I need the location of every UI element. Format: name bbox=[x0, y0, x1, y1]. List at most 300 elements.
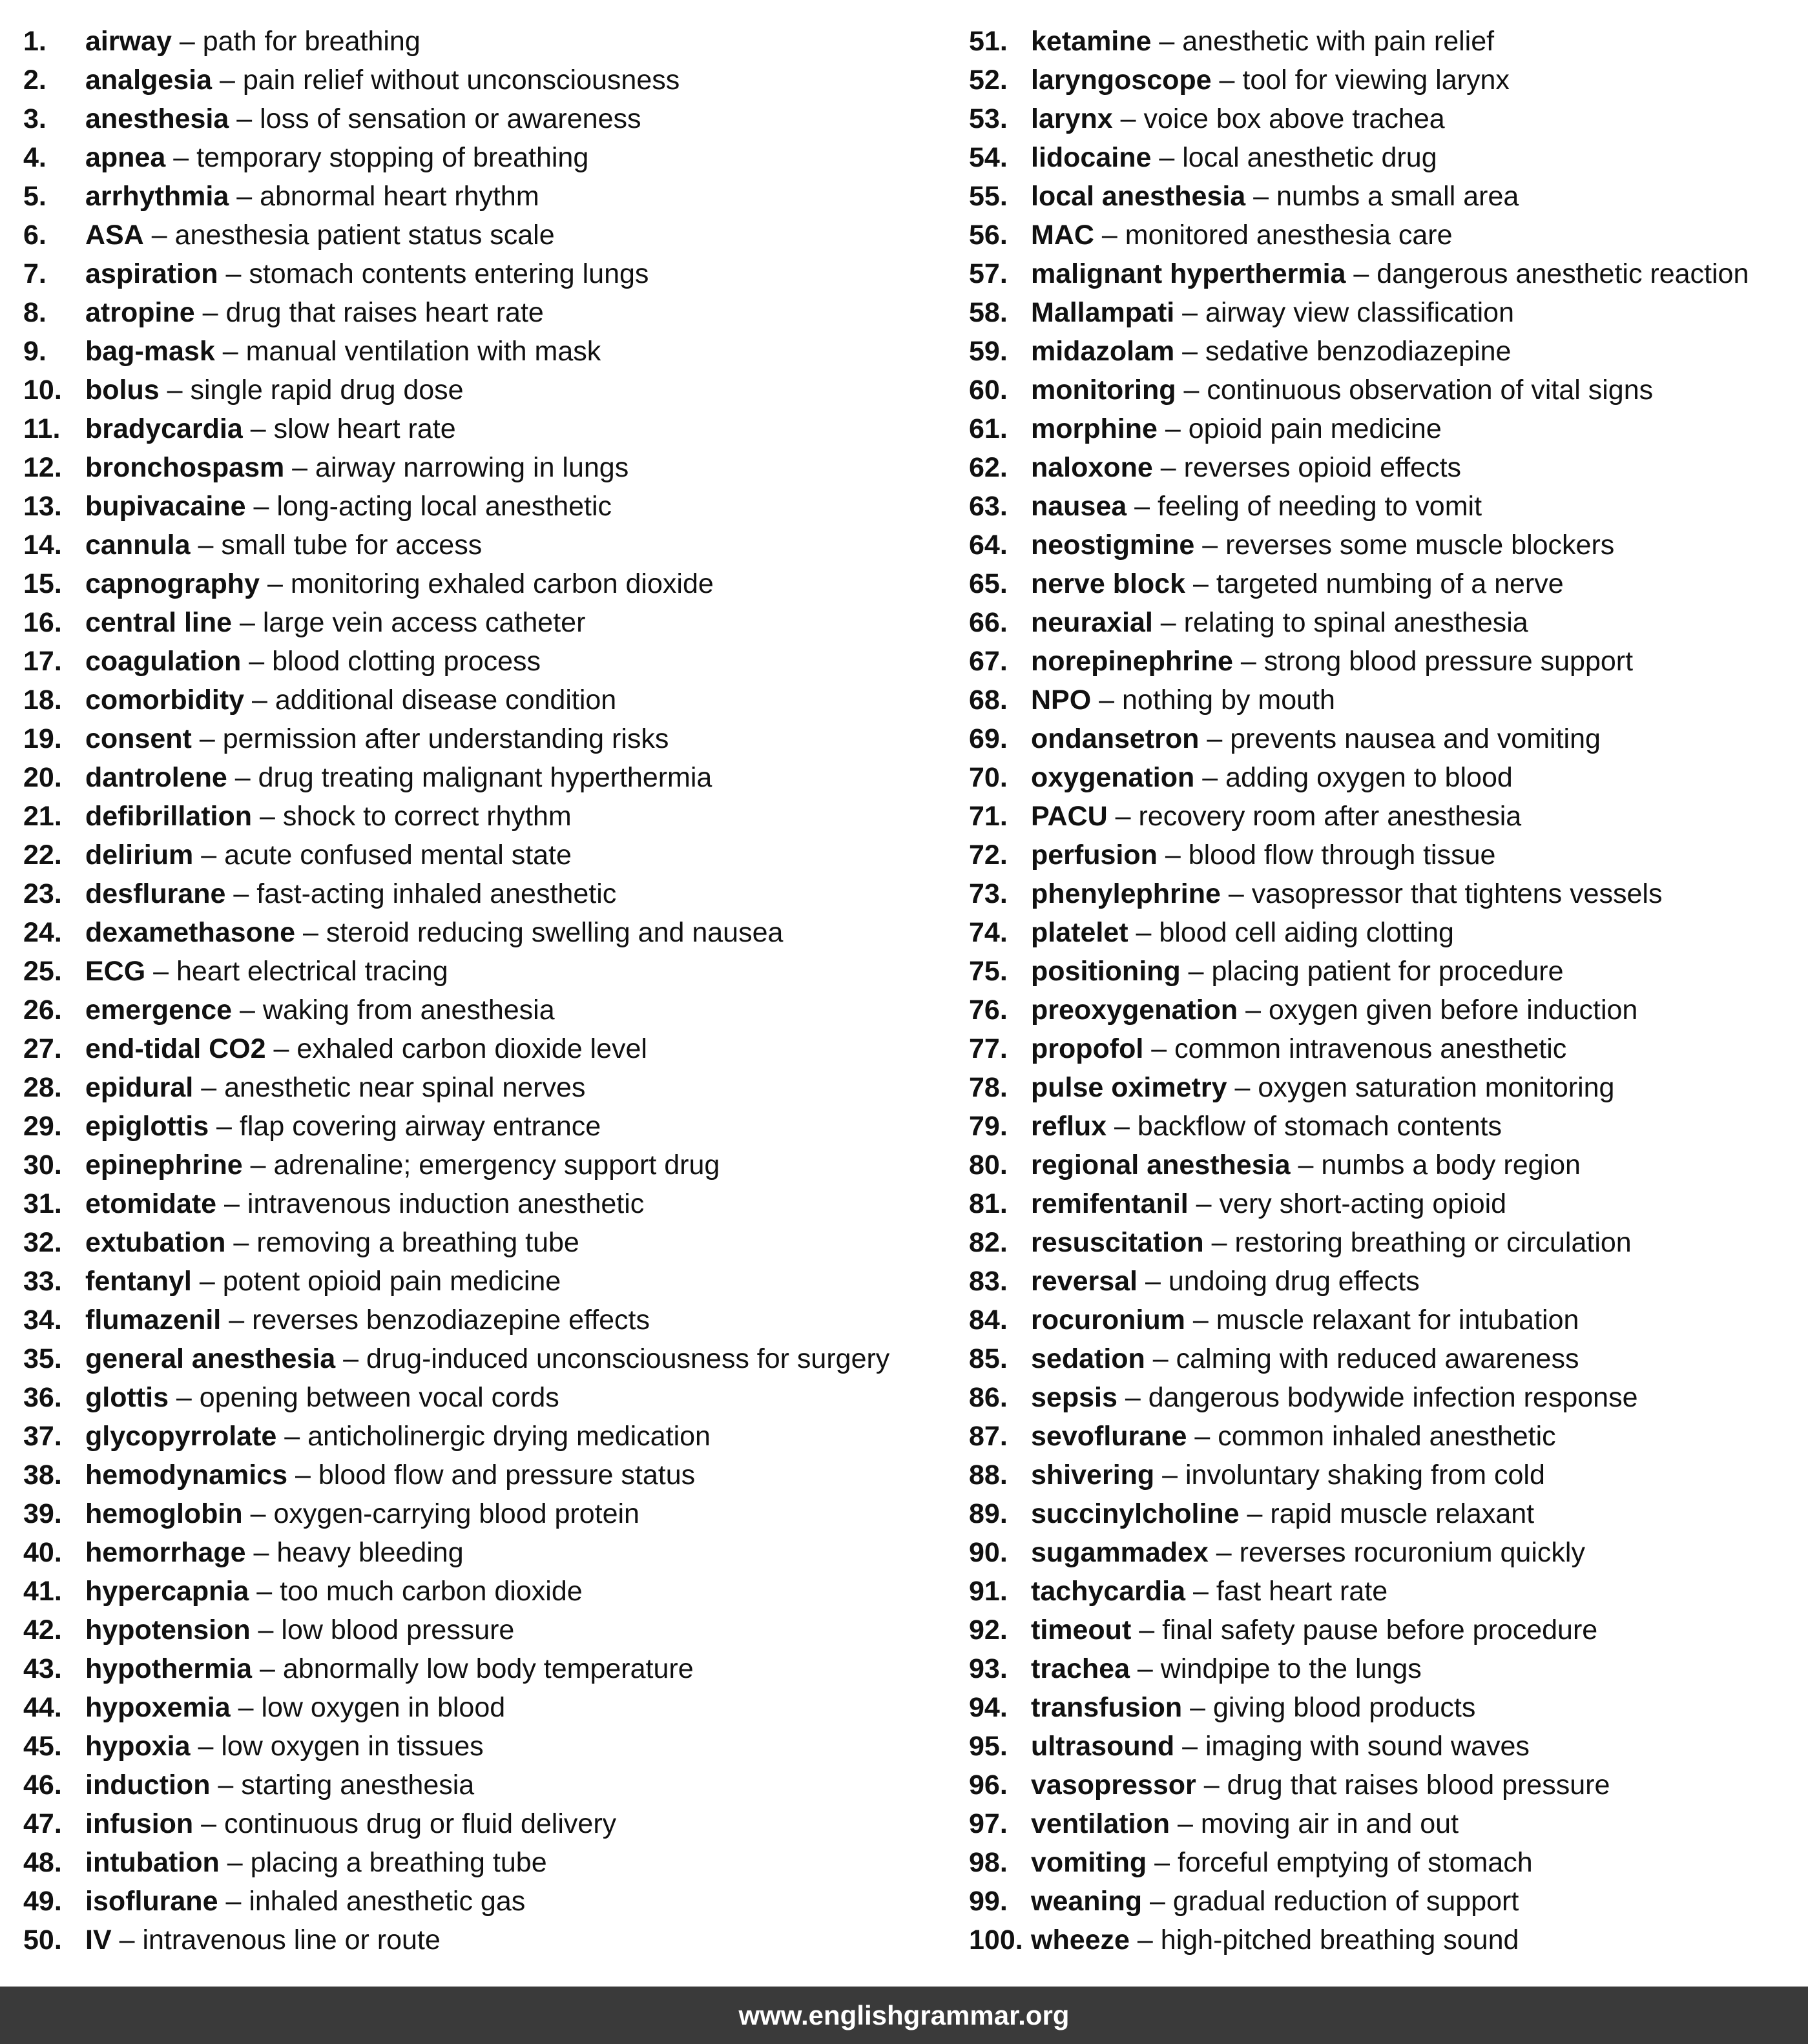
entry-number: 58. bbox=[969, 297, 1008, 328]
glossary-entry bbox=[23, 564, 953, 603]
glossary-entry bbox=[23, 1882, 953, 1921]
entry-number: 81. bbox=[969, 1188, 1008, 1219]
glossary-entry bbox=[23, 293, 953, 332]
entry-term: larynx bbox=[1031, 103, 1113, 134]
glossary-entry bbox=[23, 1378, 953, 1417]
entry-term: phenylephrine bbox=[1031, 878, 1221, 909]
entry-term: hemoglobin bbox=[85, 1498, 243, 1529]
entry-term: bupivacaine bbox=[85, 491, 246, 522]
entry-number: 53. bbox=[969, 103, 1008, 134]
entry-term: local anesthesia bbox=[1031, 181, 1246, 212]
entry-definition: single rapid drug dose bbox=[190, 375, 464, 406]
entry-separator: – bbox=[1182, 1692, 1213, 1723]
glossary-entry bbox=[969, 1029, 1802, 1068]
entry-term: preoxygenation bbox=[1031, 995, 1238, 1026]
entry-term: consent bbox=[85, 723, 192, 754]
entry-term: MAC bbox=[1031, 220, 1094, 251]
glossary-entry bbox=[969, 1301, 1802, 1339]
entry-separator: – bbox=[1194, 530, 1226, 561]
entry-term: norepinephrine bbox=[1031, 646, 1233, 677]
entry-separator: – bbox=[232, 995, 263, 1026]
entry-term: remifentanil bbox=[1031, 1188, 1189, 1219]
entry-term: malignant hyperthermia bbox=[1031, 258, 1346, 289]
entry-number: 48. bbox=[23, 1847, 62, 1878]
entry-term: induction bbox=[85, 1770, 211, 1801]
entry-term: NPO bbox=[1031, 685, 1092, 716]
entry-separator: – bbox=[218, 258, 249, 289]
glossary-entry bbox=[969, 371, 1802, 409]
entry-separator: – bbox=[218, 1886, 249, 1917]
entry-definition: imaging with sound waves bbox=[1205, 1731, 1530, 1762]
glossary-entry bbox=[969, 758, 1802, 797]
entry-definition: calming with reduced awareness bbox=[1176, 1343, 1579, 1374]
entry-separator: – bbox=[214, 336, 246, 367]
entry-term: midazolam bbox=[1031, 336, 1175, 367]
entry-definition: moving air in and out bbox=[1200, 1808, 1459, 1839]
entry-definition: opioid pain medicine bbox=[1188, 413, 1442, 444]
entry-definition: backflow of stomach contents bbox=[1137, 1111, 1502, 1142]
entry-definition: low oxygen in blood bbox=[261, 1692, 506, 1723]
glossary-entry bbox=[23, 991, 953, 1029]
entry-separator: – bbox=[232, 607, 263, 638]
entry-number: 1. bbox=[23, 26, 47, 57]
entry-separator: – bbox=[1154, 1460, 1185, 1491]
glossary-entry bbox=[23, 1456, 953, 1494]
entry-term: hypothermia bbox=[85, 1653, 253, 1684]
entry-separator: – bbox=[210, 1770, 242, 1801]
entry-definition: opening between vocal cords bbox=[199, 1382, 559, 1413]
glossary-entry bbox=[969, 526, 1802, 564]
entry-separator: – bbox=[295, 917, 326, 948]
entry-term: wheeze bbox=[1031, 1925, 1130, 1956]
entry-term: central line bbox=[85, 607, 233, 638]
glossary-entry bbox=[23, 603, 953, 642]
entry-definition: undoing drug effects bbox=[1168, 1266, 1420, 1297]
entry-number: 86. bbox=[969, 1382, 1008, 1413]
entry-number: 39. bbox=[23, 1498, 62, 1529]
entry-separator: – bbox=[1220, 878, 1252, 909]
entry-term: sugammadex bbox=[1031, 1537, 1209, 1568]
glossary-entry bbox=[969, 1456, 1802, 1494]
entry-number: 27. bbox=[23, 1033, 62, 1064]
entry-separator: – bbox=[159, 375, 191, 406]
entry-term: neostigmine bbox=[1031, 530, 1195, 561]
entry-separator: – bbox=[252, 801, 283, 832]
entry-term: comorbidity bbox=[85, 685, 245, 716]
entry-number: 98. bbox=[969, 1847, 1008, 1878]
entry-separator: – bbox=[287, 1460, 318, 1491]
entry-definition: vasopressor that tightens vessels bbox=[1251, 878, 1663, 909]
entry-number: 76. bbox=[969, 995, 1008, 1026]
entry-term: ASA bbox=[85, 220, 144, 251]
glossary-entry bbox=[23, 448, 953, 487]
glossary-entry bbox=[23, 1688, 953, 1727]
entry-number: 62. bbox=[969, 452, 1008, 483]
glossary-entry bbox=[969, 1843, 1802, 1882]
glossary-entry bbox=[969, 952, 1802, 991]
glossary-entry bbox=[23, 1533, 953, 1572]
entry-definition: oxygen saturation monitoring bbox=[1258, 1072, 1615, 1103]
entry-definition: very short-acting opioid bbox=[1219, 1188, 1507, 1219]
entry-number: 35. bbox=[23, 1343, 62, 1374]
entry-term: rocuronium bbox=[1031, 1305, 1185, 1336]
entry-definition: reverses opioid effects bbox=[1183, 452, 1462, 483]
glossary-entry bbox=[969, 22, 1802, 61]
entry-number: 17. bbox=[23, 646, 62, 677]
entry-number: 88. bbox=[969, 1460, 1008, 1491]
entry-separator: – bbox=[1199, 723, 1231, 754]
entry-term: infusion bbox=[85, 1808, 194, 1839]
entry-number: 78. bbox=[969, 1072, 1008, 1103]
entry-separator: – bbox=[1152, 452, 1184, 483]
entry-number: 59. bbox=[969, 336, 1008, 367]
glossary-entry bbox=[23, 1184, 953, 1223]
glossary-entry bbox=[969, 1611, 1802, 1649]
entry-term: ECG bbox=[85, 956, 146, 987]
glossary-entry bbox=[969, 409, 1802, 448]
glossary-entry bbox=[969, 1766, 1802, 1804]
glossary-entry bbox=[969, 293, 1802, 332]
entry-definition: abnormally low body temperature bbox=[282, 1653, 694, 1684]
entry-definition: temporary stopping of breathing bbox=[196, 142, 589, 173]
glossary-entry bbox=[969, 99, 1802, 138]
entry-definition: dangerous anesthetic reaction bbox=[1377, 258, 1749, 289]
entry-number: 16. bbox=[23, 607, 62, 638]
glossary-entry bbox=[23, 1843, 953, 1882]
entry-definition: involuntary shaking from cold bbox=[1185, 1460, 1545, 1491]
entry-number: 67. bbox=[969, 646, 1008, 677]
entry-separator: – bbox=[1091, 685, 1122, 716]
entry-separator: – bbox=[245, 491, 277, 522]
entry-term: weaning bbox=[1031, 1886, 1143, 1917]
entry-definition: recovery room after anesthesia bbox=[1138, 801, 1522, 832]
entry-term: epinephrine bbox=[85, 1150, 243, 1181]
entry-definition: oxygen-carrying blood protein bbox=[273, 1498, 639, 1529]
glossary-entry bbox=[969, 1921, 1802, 1959]
entry-separator: – bbox=[284, 452, 316, 483]
entry-term: nausea bbox=[1031, 491, 1127, 522]
entry-number: 49. bbox=[23, 1886, 62, 1917]
glossary-entry bbox=[969, 1688, 1802, 1727]
glossary-entry bbox=[23, 681, 953, 719]
glossary-entry bbox=[969, 254, 1802, 293]
entry-term: vasopressor bbox=[1031, 1770, 1196, 1801]
entry-definition: continuous drug or fluid delivery bbox=[224, 1808, 617, 1839]
entry-separator: – bbox=[193, 840, 225, 871]
entry-definition: strong blood pressure support bbox=[1263, 646, 1634, 677]
entry-term: hemorrhage bbox=[85, 1537, 246, 1568]
entry-number: 47. bbox=[23, 1808, 62, 1839]
entry-separator: – bbox=[227, 762, 258, 793]
entry-definition: heavy bleeding bbox=[276, 1537, 464, 1568]
entry-definition: muscle relaxant for intubation bbox=[1216, 1305, 1579, 1336]
entry-term: extubation bbox=[85, 1227, 226, 1258]
glossary-entry bbox=[969, 1533, 1802, 1572]
glossary-entry bbox=[969, 1223, 1802, 1262]
entry-term: positioning bbox=[1031, 956, 1181, 987]
glossary-entry bbox=[23, 1649, 953, 1688]
entry-definition: fast heart rate bbox=[1216, 1576, 1388, 1607]
entry-definition: blood flow through tissue bbox=[1188, 840, 1496, 871]
entry-number: 96. bbox=[969, 1770, 1008, 1801]
entry-separator: – bbox=[1112, 103, 1144, 134]
entry-term: ventilation bbox=[1031, 1808, 1170, 1839]
entry-separator: – bbox=[1185, 1305, 1216, 1336]
entry-separator: – bbox=[1170, 1808, 1201, 1839]
glossary-entry bbox=[23, 99, 953, 138]
entry-number: 56. bbox=[969, 220, 1008, 251]
entry-separator: – bbox=[1208, 1537, 1240, 1568]
entry-definition: voice box above trachea bbox=[1143, 103, 1445, 134]
entry-separator: – bbox=[1129, 1925, 1161, 1956]
entry-definition: exhaled carbon dioxide level bbox=[296, 1033, 647, 1064]
entry-separator: – bbox=[191, 723, 223, 754]
entry-separator: – bbox=[225, 1227, 257, 1258]
entry-separator: – bbox=[1227, 1072, 1258, 1103]
entry-separator: – bbox=[1180, 956, 1212, 987]
entry-separator: – bbox=[1188, 1188, 1220, 1219]
entry-definition: local anesthetic drug bbox=[1182, 142, 1437, 173]
entry-definition: anesthesia patient status scale bbox=[174, 220, 555, 251]
glossary-entry bbox=[23, 642, 953, 681]
entry-separator: – bbox=[1157, 840, 1189, 871]
entry-term: regional anesthesia bbox=[1031, 1150, 1291, 1181]
glossary-entry bbox=[23, 332, 953, 371]
entry-term: naloxone bbox=[1031, 452, 1153, 483]
entry-term: bolus bbox=[85, 375, 160, 406]
entry-separator: – bbox=[1107, 1111, 1138, 1142]
entry-number: 31. bbox=[23, 1188, 62, 1219]
entry-definition: steroid reducing swelling and nausea bbox=[326, 917, 784, 948]
entry-definition: loss of sensation or awareness bbox=[260, 103, 641, 134]
entry-number: 89. bbox=[969, 1498, 1008, 1529]
entry-separator: – bbox=[242, 1498, 274, 1529]
entry-number: 43. bbox=[23, 1653, 62, 1684]
entry-number: 75. bbox=[969, 956, 1008, 987]
entry-definition: nothing by mouth bbox=[1122, 685, 1335, 716]
entry-number: 42. bbox=[23, 1615, 62, 1646]
entry-definition: drug that raises blood pressure bbox=[1227, 1770, 1610, 1801]
entry-term: defibrillation bbox=[85, 801, 252, 832]
glossary-entry bbox=[23, 1262, 953, 1301]
entry-term: transfusion bbox=[1031, 1692, 1183, 1723]
glossary-column-right bbox=[969, 22, 1802, 1959]
entry-number: 99. bbox=[969, 1886, 1008, 1917]
entry-term: flumazenil bbox=[85, 1305, 222, 1336]
entry-number: 28. bbox=[23, 1072, 62, 1103]
entry-term: hypercapnia bbox=[85, 1576, 249, 1607]
entry-definition: permission after understanding risks bbox=[222, 723, 669, 754]
entry-number: 83. bbox=[969, 1266, 1008, 1297]
glossary-column-left bbox=[23, 22, 953, 1959]
glossary-entry bbox=[969, 1882, 1802, 1921]
entry-definition: manual ventilation with mask bbox=[245, 336, 601, 367]
entry-definition: common inhaled anesthetic bbox=[1218, 1421, 1556, 1452]
entry-term: end-tidal CO2 bbox=[85, 1033, 266, 1064]
entry-separator: – bbox=[265, 1033, 297, 1064]
entry-number: 2. bbox=[23, 65, 47, 96]
entry-number: 77. bbox=[969, 1033, 1008, 1064]
entry-definition: anticholinergic drying medication bbox=[307, 1421, 711, 1452]
entry-term: epiglottis bbox=[85, 1111, 209, 1142]
entry-separator: – bbox=[1187, 1421, 1218, 1452]
entry-term: vomiting bbox=[1031, 1847, 1147, 1878]
glossary-entry bbox=[969, 61, 1802, 99]
entry-separator: – bbox=[252, 1653, 283, 1684]
entry-number: 84. bbox=[969, 1305, 1008, 1336]
entry-term: morphine bbox=[1031, 413, 1158, 444]
entry-separator: – bbox=[1107, 801, 1139, 832]
entry-term: tachycardia bbox=[1031, 1576, 1186, 1607]
entry-definition: rapid muscle relaxant bbox=[1270, 1498, 1535, 1529]
entry-definition: low oxygen in tissues bbox=[221, 1731, 484, 1762]
glossary-entry bbox=[23, 836, 953, 874]
entry-term: platelet bbox=[1031, 917, 1128, 948]
entry-definition: potent opioid pain medicine bbox=[222, 1266, 561, 1297]
entry-term: ondansetron bbox=[1031, 723, 1200, 754]
entry-term: sepsis bbox=[1031, 1382, 1117, 1413]
glossary-entry bbox=[969, 603, 1802, 642]
entry-term: cannula bbox=[85, 530, 191, 561]
entry-definition: stomach contents entering lungs bbox=[249, 258, 649, 289]
entry-separator: – bbox=[1131, 1615, 1163, 1646]
footer-website: www.englishgrammar.org bbox=[738, 1999, 1070, 2030]
glossary-entry bbox=[969, 642, 1802, 681]
entry-definition: anesthetic with pain relief bbox=[1182, 26, 1495, 57]
entry-term: emergence bbox=[85, 995, 233, 1026]
glossary-entry bbox=[969, 681, 1802, 719]
entry-definition: adrenaline; emergency support drug bbox=[273, 1150, 720, 1181]
entry-definition: drug that raises heart rate bbox=[225, 297, 544, 328]
entry-number: 36. bbox=[23, 1382, 62, 1413]
entry-number: 65. bbox=[969, 568, 1008, 599]
entry-term: aspiration bbox=[85, 258, 218, 289]
entry-term: anesthesia bbox=[85, 103, 229, 134]
entry-number: 19. bbox=[23, 723, 62, 754]
glossary-entry bbox=[969, 1262, 1802, 1301]
glossary-entry bbox=[969, 448, 1802, 487]
entry-separator: – bbox=[249, 1576, 280, 1607]
entry-number: 32. bbox=[23, 1227, 62, 1258]
entry-number: 15. bbox=[23, 568, 62, 599]
entry-term: apnea bbox=[85, 142, 166, 173]
entry-separator: – bbox=[111, 1925, 143, 1956]
entry-number: 45. bbox=[23, 1731, 62, 1762]
entry-term: laryngoscope bbox=[1031, 65, 1212, 96]
glossary-entry bbox=[23, 61, 953, 99]
entry-definition: airway view classification bbox=[1205, 297, 1514, 328]
entry-term: glottis bbox=[85, 1382, 169, 1413]
glossary-entry bbox=[23, 719, 953, 758]
entry-definition: monitored anesthesia care bbox=[1125, 220, 1453, 251]
entry-definition: shock to correct rhythm bbox=[282, 801, 572, 832]
entry-number: 24. bbox=[23, 917, 62, 948]
entry-separator: – bbox=[1127, 491, 1158, 522]
entry-number: 57. bbox=[969, 258, 1008, 289]
glossary-entry bbox=[969, 1727, 1802, 1766]
entry-number: 87. bbox=[969, 1421, 1008, 1452]
glossary-entry bbox=[23, 487, 953, 526]
entry-separator: – bbox=[242, 1150, 274, 1181]
entry-term: etomidate bbox=[85, 1188, 217, 1219]
entry-separator: – bbox=[165, 142, 197, 173]
entry-definition: drug treating malignant hyperthermia bbox=[258, 762, 712, 793]
entry-definition: placing patient for procedure bbox=[1211, 956, 1564, 987]
entry-definition: numbs a body region bbox=[1321, 1150, 1581, 1181]
entry-term: bag-mask bbox=[85, 336, 215, 367]
glossary-entry bbox=[23, 1494, 953, 1533]
footer-bar bbox=[0, 1987, 1808, 2044]
entry-separator: – bbox=[1117, 1382, 1148, 1413]
entry-number: 90. bbox=[969, 1537, 1008, 1568]
entry-separator: – bbox=[1174, 297, 1206, 328]
entry-definition: reverses rocuronium quickly bbox=[1239, 1537, 1585, 1568]
entry-definition: windpipe to the lungs bbox=[1160, 1653, 1422, 1684]
glossary-entry bbox=[23, 1766, 953, 1804]
entry-number: 23. bbox=[23, 878, 62, 909]
glossary-entry bbox=[23, 1146, 953, 1184]
entry-separator: – bbox=[194, 297, 226, 328]
entry-term: reflux bbox=[1031, 1111, 1107, 1142]
glossary-entry bbox=[969, 1572, 1802, 1611]
entry-separator: – bbox=[1196, 1770, 1227, 1801]
entry-number: 70. bbox=[969, 762, 1008, 793]
entry-number: 37. bbox=[23, 1421, 62, 1452]
entry-number: 10. bbox=[23, 375, 62, 406]
entry-definition: intravenous induction anesthetic bbox=[247, 1188, 645, 1219]
entry-number: 66. bbox=[969, 607, 1008, 638]
glossary-entry bbox=[23, 1029, 953, 1068]
entry-definition: anesthetic near spinal nerves bbox=[224, 1072, 586, 1103]
glossary-entry bbox=[969, 913, 1802, 952]
entry-number: 51. bbox=[969, 26, 1008, 57]
entry-definition: oxygen given before induction bbox=[1268, 995, 1638, 1026]
entry-separator: – bbox=[225, 878, 257, 909]
entry-term: atropine bbox=[85, 297, 195, 328]
entry-number: 64. bbox=[969, 530, 1008, 561]
glossary-entry bbox=[23, 526, 953, 564]
entry-separator: – bbox=[209, 1111, 240, 1142]
glossary-entry bbox=[969, 564, 1802, 603]
entry-definition: long-acting local anesthetic bbox=[276, 491, 612, 522]
glossary-entry bbox=[969, 836, 1802, 874]
entry-definition: relating to spinal anesthesia bbox=[1183, 607, 1528, 638]
entry-definition: blood flow and pressure status bbox=[318, 1460, 696, 1491]
glossary-entry bbox=[969, 991, 1802, 1029]
entry-number: 7. bbox=[23, 258, 47, 289]
entry-number: 11. bbox=[23, 413, 61, 444]
entry-term: desflurane bbox=[85, 878, 226, 909]
entry-number: 79. bbox=[969, 1111, 1008, 1142]
entry-definition: common intravenous anesthetic bbox=[1174, 1033, 1567, 1064]
entry-definition: high-pitched breathing sound bbox=[1160, 1925, 1519, 1956]
entry-number: 85. bbox=[969, 1343, 1008, 1374]
entry-definition: giving blood products bbox=[1212, 1692, 1476, 1723]
entry-definition: additional disease condition bbox=[275, 685, 617, 716]
entry-number: 94. bbox=[969, 1692, 1008, 1723]
entry-term: perfusion bbox=[1031, 840, 1158, 871]
glossary-entry bbox=[23, 177, 953, 216]
entry-separator: – bbox=[1346, 258, 1377, 289]
entry-number: 38. bbox=[23, 1460, 62, 1491]
entry-term: monitoring bbox=[1031, 375, 1176, 406]
entry-definition: blood clotting process bbox=[272, 646, 541, 677]
entry-definition: small tube for access bbox=[221, 530, 483, 561]
entry-separator: – bbox=[193, 1072, 225, 1103]
entry-number: 41. bbox=[23, 1576, 62, 1607]
entry-number: 3. bbox=[23, 103, 47, 134]
entry-term: capnography bbox=[85, 568, 260, 599]
